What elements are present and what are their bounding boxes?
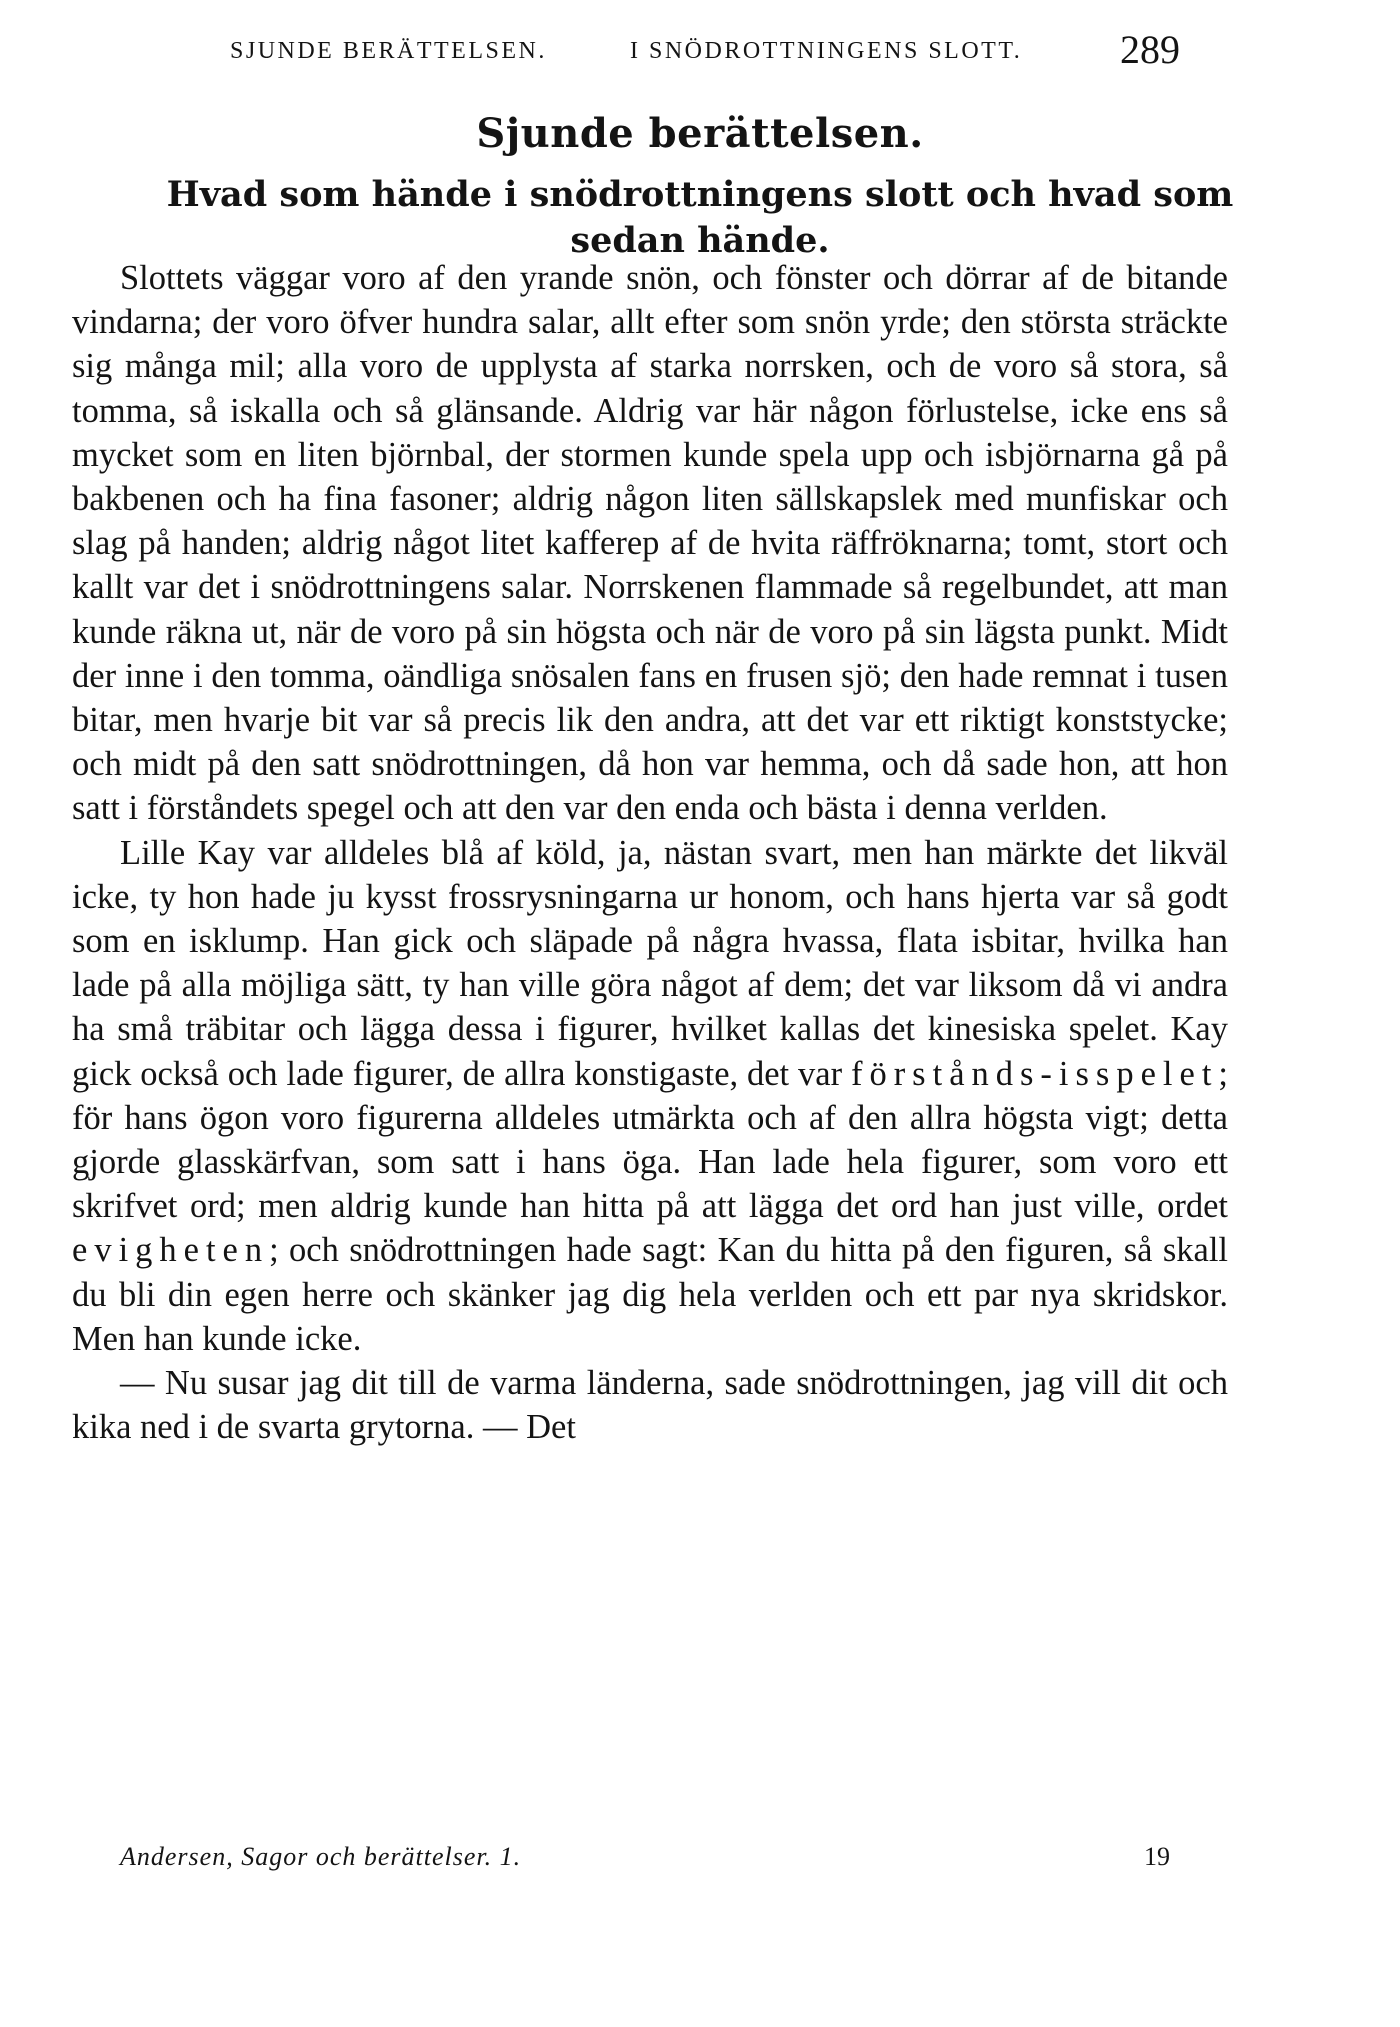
paragraph-2-part-1: Lille Kay var alldeles blå af köld, ja, nästan svart, men han märkte det likväl icke, ty hon hade ju kysst frossrysningarna ur honom, och hans hjerta var så godt som en isklump. Han gick och släpade på några hvassa, flata isbitar, hvilka han lade på alla möjliga sätt, ty han ville göra något af dem; det var liksom då vi andra ha små träbitar och lägga dessa i figurer, hvilket kallas det kinesiska spelet. Kay gick också och lade figurer, de allra konstigaste, det var <box>72 833 1228 1093</box>
running-header-left: SJUNDE BERÄTTELSEN. <box>230 38 547 64</box>
chapter-subtitle: Hvad som hände i snödrottningens slott och hvad som sedan hände. <box>166 174 1234 261</box>
emphasis-forstands-isspelet: förstånds-isspelet <box>850 1054 1219 1093</box>
paragraph-2 <box>72 831 1228 1361</box>
footer-source: Andersen, Sagor och berättelser. 1. <box>120 1842 522 1871</box>
page-number: 289 <box>1120 27 1180 72</box>
chapter-title: Sjunde berättelsen. <box>476 110 924 157</box>
paragraph-1: Slottets väggar voro af den yrande snön, och fönster och dörrar af de bitande vindarna; der voro öfver hundra salar, allt efter som snön yrde; den största sträckte sig många mil; alla voro de upplysta af starka norrsken, och de voro så stora, så tomma, så iskalla och så glänsande. Aldrig var här någon förlustelse, icke ens så mycket som en liten björnbal, der stormen kunde spela upp och isbjörnarna gå på bakbenen och ha fina fasoner; aldrig någon liten sällskapslek med munfiskar och slag på handen; aldrig något litet kafferep af de hvita räffröknarna; tomt, stort och kallt var det i snödrottningens salar. Norrskenen flammade så regelbundet, att man kunde räkna ut, när de voro på sin högsta och när de voro på sin lägsta punkt. Midt der inne i den tomma, oändliga snösalen fans en frusen sjö; den hade remnat i tusen bitar, men hvarje bit var så precis lik den andra, att det var ett riktigt konststycke; och midt på den satt snödrottningen, då hon var hemma, och då sade hon, att hon satt i förståndets spegel och att den var den enda och bästa i denna verlden. <box>72 259 1228 828</box>
body-text <box>72 256 1228 1449</box>
running-header-center: I SNÖDROTTNINGENS SLOTT. <box>630 38 1023 64</box>
footer-signature-mark: 19 <box>1144 1842 1170 1871</box>
page-footer <box>120 1842 1170 1882</box>
paragraph-3: — Nu susar jag dit till de varma länderna, sade snödrottningen, jag vill dit och kika ned i de svarta grytorna. — Det <box>72 1364 1228 1447</box>
emphasis-evigheten: evigheten <box>72 1231 270 1270</box>
paragraph-2-part-2: ; för hans ögon voro figurerna alldeles utmärkta och af den allra högsta vigt; detta gjorde glasskärfvan, som satt i hans öga. Han lade hela figurer, som voro ett skrifvet ord; men aldrig kunde han hitta på att lägga det ord han just ville, ordet <box>72 1054 1228 1226</box>
running-header <box>230 26 1190 86</box>
paragraph-2-part-3: ; och snödrottningen hade sagt: Kan du hitta på den figuren, så skall du bli din egen herre och skänker jag dig hela verlden och ett par nya skridskor. Men han kunde icke. <box>72 1231 1228 1358</box>
